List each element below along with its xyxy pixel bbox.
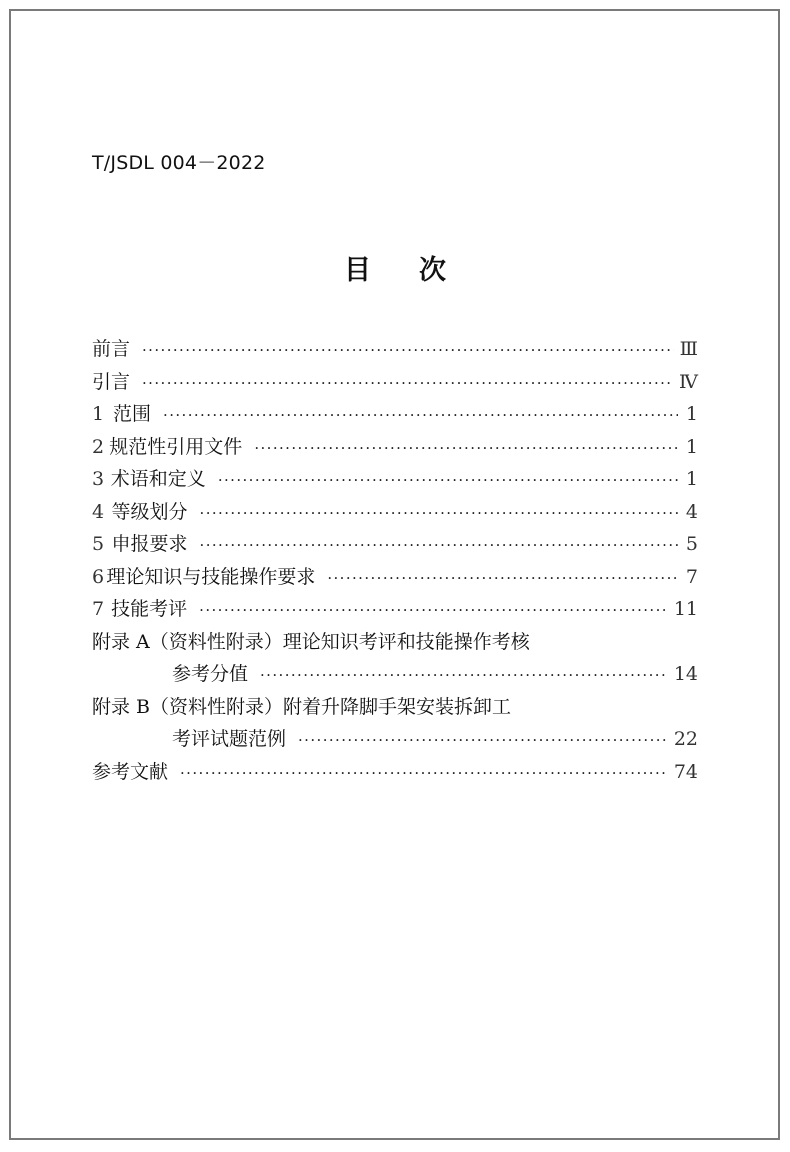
toc-entry-page: 22 [673,728,698,750]
toc-entry-page: 1 [685,468,698,490]
toc-entry[interactable] [92,594,698,627]
toc-entry-label: 引言 [92,370,131,393]
toc-entry[interactable] [92,757,698,790]
table-of-contents [92,334,698,789]
toc-entry-label: 附录 A（资料性附录）理论知识考评和技能操作考核 [92,630,530,653]
toc-entry[interactable] [92,724,698,757]
toc-entry-label: 等级划分 [111,500,188,523]
toc-entry-page: 4 [685,500,698,523]
dot-leader [163,406,678,424]
toc-entry-label: 技能考评 [111,598,188,620]
toc-entry-page: 1 [685,403,698,425]
toc-entry-page: 5 [685,533,698,555]
toc-entry[interactable] [92,692,698,725]
toc-entry-label: 申报要求 [111,533,188,555]
toc-entry-number: 1 [92,403,105,425]
toc-entry-page: 1 [685,435,698,458]
dot-leader [200,536,678,554]
toc-entry-label: 附录 B（资料性附录）附着升降脚手架安装拆卸工 [92,695,512,718]
toc-entry[interactable] [92,497,698,530]
dot-leader [142,374,673,392]
standard-code: T/JSDL 004－2022 [92,152,266,174]
toc-entry-label: 参考分值 [172,663,249,685]
toc-entry-label: 术语和定义 [110,468,206,490]
dot-leader [199,601,668,619]
toc-entry[interactable] [92,464,698,497]
toc-entry-label: 前言 [92,338,131,360]
dot-leader [200,504,678,522]
toc-entry-number: 7 [92,598,105,620]
dot-leader [298,731,668,749]
toc-entry-number: 4 [92,500,105,523]
toc-entry[interactable] [92,432,698,465]
toc-entry[interactable] [92,562,698,595]
toc-entry[interactable] [92,334,698,367]
toc-entry[interactable] [92,529,698,562]
toc-entry[interactable] [92,659,698,692]
toc-entry-number: 3 [92,468,105,490]
toc-entry-number: 5 [92,533,105,555]
page-title: 目次 [344,255,494,286]
dot-leader [180,764,668,782]
toc-entry-number: 2 [92,435,105,458]
toc-entry-page: Ⅳ [679,370,698,393]
toc-entry[interactable] [92,399,698,432]
dot-leader [142,341,674,359]
toc-entry[interactable] [92,367,698,400]
toc-entry-page: 11 [673,598,698,620]
toc-entry-label: 范围 [113,403,152,425]
dot-leader [260,666,668,684]
dot-leader [327,569,678,587]
toc-entry-label: 考评试题范例 [172,728,287,750]
toc-entry-page: Ⅲ [679,338,698,360]
toc-entry-label: 参考文献 [92,760,169,783]
toc-entry-number: 6 [92,565,105,588]
toc-entry-page: 14 [673,663,698,685]
toc-entry-label: 规范性引用文件 [109,435,243,458]
toc-entry-page: 74 [673,760,698,783]
toc-entry[interactable] [92,627,698,660]
dot-leader [218,471,678,489]
toc-entry-page: 7 [685,565,698,588]
dot-leader [254,439,678,457]
toc-entry-label: 理论知识与技能操作要求 [106,565,316,588]
